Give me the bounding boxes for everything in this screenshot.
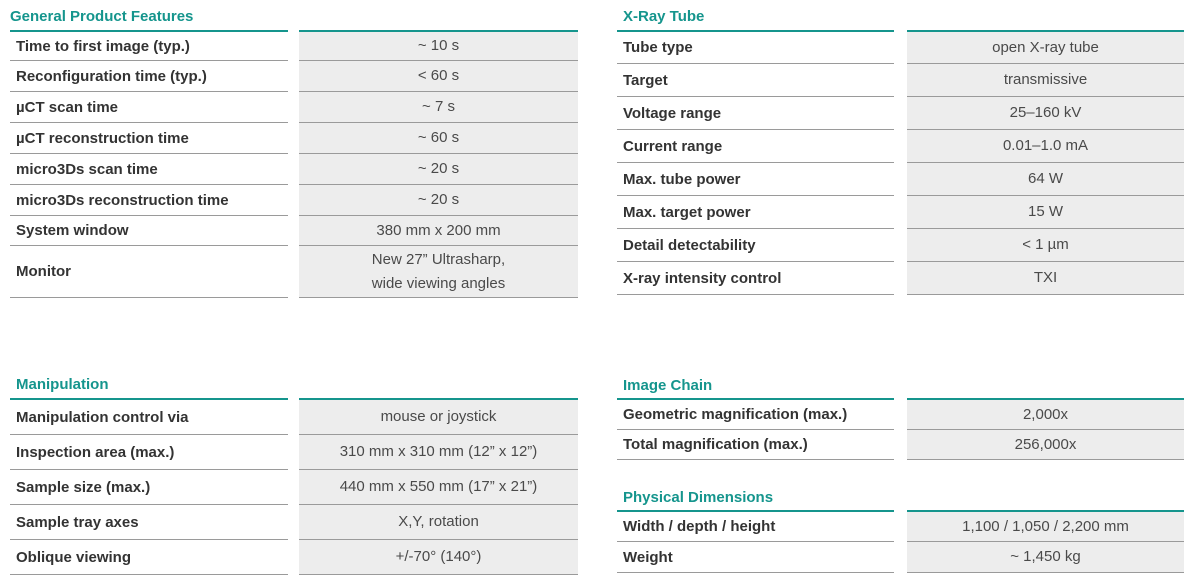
table-row [10,154,578,185]
general-features-table [10,30,578,298]
row-value: +/-70° (140°) [299,540,578,575]
row-label: Tube type [617,30,894,64]
image-chain-table [617,398,1184,460]
physical-dimensions-table [617,510,1184,573]
table-row [617,163,1184,196]
table-row [617,97,1184,130]
table-row [617,430,1184,460]
row-value: ~ 10 s [299,30,578,61]
row-value: < 60 s [299,61,578,92]
row-value: ~ 7 s [299,92,578,123]
row-label: Detail detectability [617,229,894,262]
row-value: mouse or joystick [299,398,578,435]
row-value: open X-ray tube [907,30,1184,64]
manipulation-section [10,372,578,582]
row-label: Manipulation control via [10,398,288,435]
row-value [299,246,578,298]
row-label: micro3Ds reconstruction time [10,185,288,216]
manipulation-title: Manipulation [16,376,109,393]
table-row [617,30,1184,64]
table-row [10,92,578,123]
table-row [10,505,578,540]
table-row [617,130,1184,163]
row-label: Geometric magnification (max.) [617,398,894,430]
row-value: 64 W [907,163,1184,196]
row-label: Sample tray axes [10,505,288,540]
general-features-title: General Product Features [10,8,194,25]
row-value: 380 mm x 200 mm [299,216,578,246]
table-row [617,196,1184,229]
table-row [10,540,578,575]
row-value: 256,000x [907,430,1184,460]
table-row [10,398,578,435]
table-row [617,64,1184,97]
row-label: Max. tube power [617,163,894,196]
table-row [617,229,1184,262]
table-row [10,123,578,154]
row-label: Monitor [10,246,288,298]
row-value: ~ 20 s [299,154,578,185]
row-value-line: New 27” Ultrasharp, [371,250,506,268]
table-row [10,470,578,505]
row-value: 1,100 / 1,050 / 2,200 mm [907,510,1184,542]
row-label: Width / depth / height [617,510,894,542]
row-value: 0.01–1.0 mA [907,130,1184,163]
row-label: Reconfiguration time (typ.) [10,61,288,92]
row-value: 25–160 kV [907,97,1184,130]
physical-dimensions-title: Physical Dimensions [623,489,774,506]
table-row [10,30,578,61]
row-value: ~ 1,450 kg [907,542,1184,573]
row-value-line: wide viewing angles [371,274,506,292]
row-label: Total magnification (max.) [617,430,894,460]
row-label: Voltage range [617,97,894,130]
row-label: µCT reconstruction time [10,123,288,154]
row-value: 310 mm x 310 mm (12” x 12”) [299,435,578,470]
table-row [10,216,578,246]
row-label: Time to first image (typ.) [10,30,288,61]
row-label: Inspection area (max.) [10,435,288,470]
row-label: System window [10,216,288,246]
table-row [617,262,1184,295]
row-label: Current range [617,130,894,163]
table-row [617,542,1184,573]
row-value: X,Y, rotation [299,505,578,540]
table-row [10,185,578,216]
xray-tube-section [617,0,1184,300]
row-value: 2,000x [907,398,1184,430]
physical-dimensions-section [617,484,1184,584]
row-label: micro3Ds scan time [10,154,288,185]
row-value: ~ 60 s [299,123,578,154]
table-row [10,246,578,298]
row-value: < 1 µm [907,229,1184,262]
image-chain-title: Image Chain [623,377,713,394]
row-label: Oblique viewing [10,540,288,575]
xray-tube-table [617,30,1184,295]
table-row [10,61,578,92]
row-label: X-ray intensity control [617,262,894,295]
row-value: transmissive [907,64,1184,97]
xray-tube-title: X-Ray Tube [623,8,705,25]
general-features-section [10,0,578,300]
table-row [617,398,1184,430]
row-value: ~ 20 s [299,185,578,216]
image-chain-section [617,372,1184,472]
row-label: µCT scan time [10,92,288,123]
row-value: TXI [907,262,1184,295]
manipulation-table [10,398,578,575]
row-label: Weight [617,542,894,573]
row-label: Target [617,64,894,97]
row-label: Max. target power [617,196,894,229]
row-value: 15 W [907,196,1184,229]
table-row [617,510,1184,542]
table-row [10,435,578,470]
row-value: 440 mm x 550 mm (17” x 21”) [299,470,578,505]
row-label: Sample size (max.) [10,470,288,505]
